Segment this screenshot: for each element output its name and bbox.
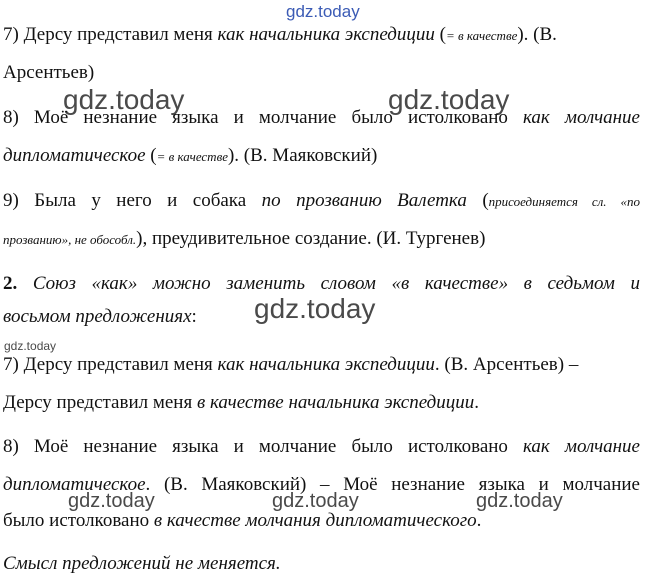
watermark: gdz.today [272,490,359,512]
example-8-line-2 [3,145,640,168]
example-8-italic-cont: дипломатическое [3,145,146,166]
example-8-italic: как молчание [523,107,640,128]
example-9-italic: по прозванию Валетка [261,190,467,211]
example-7-italic: как начальника экспедиции [217,24,435,45]
example-7-line-2 [3,62,640,84]
answer-8-period: . [476,510,482,531]
example-9-paren-open: ( [466,190,489,211]
task-2-colon: : [191,306,197,327]
answer-7-author: . (В. Арсентьев) – [434,354,579,375]
example-8-line-1 [3,107,640,129]
answer-8-italic: как молчание [523,436,640,457]
answer-8-replacement-text: было истолковано [3,510,154,531]
answer-8-line-1 [3,436,640,458]
answer-8-text: 8) Моё незнание языка и молчание было истолковано [3,436,523,457]
watermark: gdz.today [63,84,185,115]
example-7-author-start: ). (В. [517,24,557,45]
task-2-line-2 [3,306,640,328]
answer-8-italic-cont: дипломатическое [3,474,146,495]
answer-8-author: . (В. Маяковский) – Моё незнание языка и молчание [145,474,640,495]
watermark: gdz.today [388,84,510,115]
conclusion: Смысл предложений не меняется. [3,553,281,574]
example-9-author: ), преудивительное создание. (И. Тургенев) [136,228,486,249]
answer-7-period: . [474,392,480,413]
example-9-note-cont: прозванию», не обособл. [3,232,137,247]
task-2-text-cont: восьмом предложениях [3,306,192,327]
example-7-paren-open: ( [434,24,446,45]
example-9-line-1 [3,190,640,213]
watermark-small: gdz.today [4,339,57,353]
watermark: gdz.today [254,293,376,324]
example-8-note: = в качестве [156,149,228,164]
task-2-text: Союз «как» можно заменить словом «в качестве» в седьмом и [17,273,640,294]
task-2-number: 2. [3,273,18,294]
example-9-note: присоединяется сл. «по [488,194,641,209]
example-7-note: = в качестве [445,28,518,43]
answer-8-line-3 [3,510,640,532]
example-8-paren-open: ( [145,145,157,166]
answer-7-line-2 [3,392,640,414]
example-7-line-1 [3,24,640,47]
example-9-text: 9) Была у него и собака [3,190,262,211]
answer-7-replacement-text: Дерсу представил меня [3,392,197,413]
watermark: gdz.today [476,490,563,512]
answer-7-line-1 [3,354,640,376]
task-2-line-1 [3,273,640,295]
example-7-author-end: Арсентьев) [3,62,95,83]
watermark-top: gdz.today [286,2,360,21]
answer-7-text: 7) Дерсу представил меня [3,354,218,375]
example-8-text: 8) Моё незнание языка и молчание было истолковано [3,107,523,128]
answer-7-replacement-italic: в качестве начальника экспедиции [196,392,475,413]
answer-7-italic: как начальника экспедиции [217,354,435,375]
example-9-line-2 [3,228,640,251]
watermark: gdz.today [68,490,155,512]
answer-8-replacement-italic: в качестве молчания дипломатического [153,510,477,531]
example-8-author: ). (В. Маяковский) [227,145,378,166]
example-7-text: 7) Дерсу представил меня [3,24,218,45]
